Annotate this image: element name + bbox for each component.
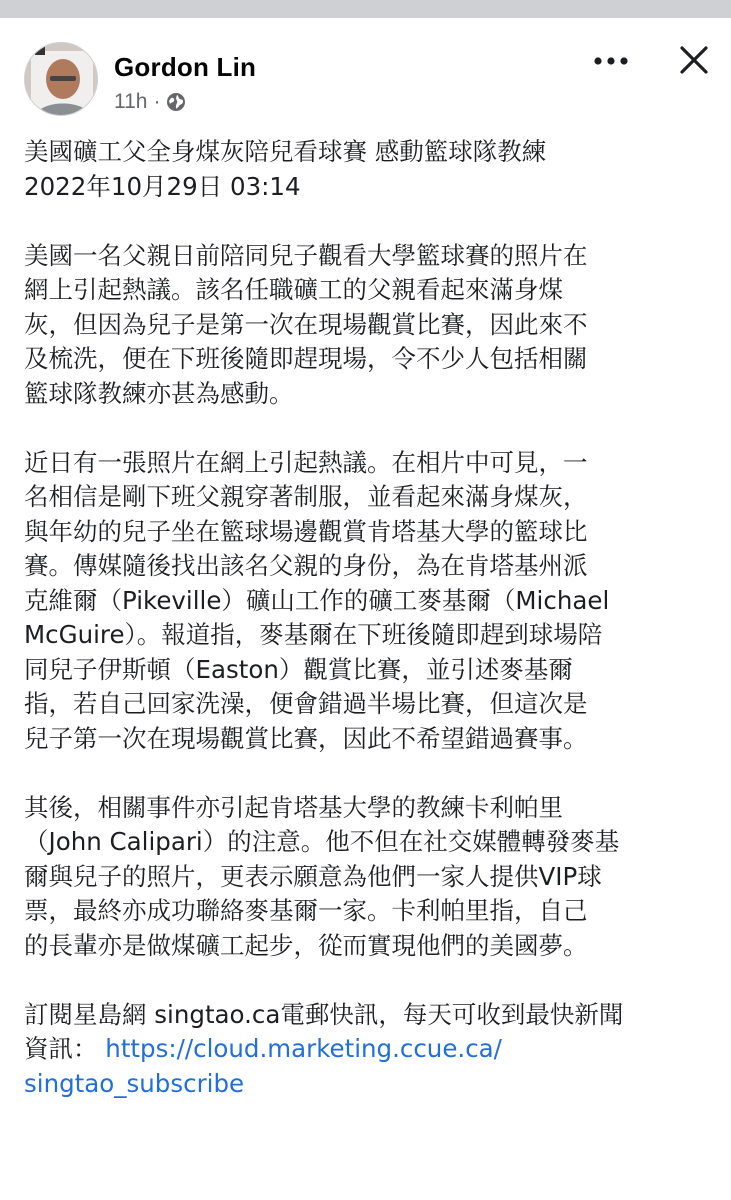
paragraph2-line: 賽。傳媒隨後找出該名父親的身份，為在肯塔基州派 [24,551,588,580]
paragraph2-line: 指，若自己回家洗澡，便會錯過半場比賽，但這次是 [24,689,588,718]
paragraph2-line: 與年幼的兒子坐在籃球場邊觀賞肯塔基大學的籃球比 [24,516,588,546]
avatar[interactable] [24,42,98,116]
author-name[interactable]: Gordon Lin [114,52,257,82]
paragraph2-line: McGuire）。報道指，麥基爾在下班後隨即趕到球場陪 [24,620,603,649]
post-datetime: 2022年10月29日 03:14 [24,171,301,201]
paragraph1-line: 灰，但因為兒子是第一次在現場觀賞比賽，因此來不 [24,309,588,339]
paragraph3-line: 票，最終亦成功聯絡麥基爾一家。卡利帕里指，自己 [24,896,588,925]
subscribe-link[interactable]: https://cloud.marketing.ccue.ca/ [105,1034,502,1063]
post-time[interactable]: 11h [114,90,148,113]
paragraph-gap [24,204,714,239]
paragraph2-line: 同兒子伊斯頓（Easton）觀賞比賽，並引述麥基爾 [24,654,573,684]
globe-icon [166,92,186,112]
paragraph-gap [24,411,714,446]
paragraph1-line: 及梳洗，便在下班後隨即趕現場，令不少人包括相關 [24,344,588,373]
paragraph-gap [24,963,714,998]
more-options-button[interactable] [586,46,636,76]
paragraph3-line: 的長輩亦是做煤礦工起步，從而實現他們的美國夢。 [24,930,588,960]
subscribe-link-line [24,1032,714,1067]
paragraph3-line: （John Calipari）的注意。他不但在社交媒體轉發麥基 [24,827,620,856]
subscribe-line: 訂閱星島網 singtao.ca電郵快訊，每天可收到最快新聞 [24,999,624,1029]
paragraph2-line: 名相信是剛下班父親穿著制服，並看起來滿身煤灰， [24,482,588,511]
subscribe-link-line [24,1067,714,1102]
paragraph2-line: 兒子第一次在現場觀賞比賽，因此不希望錯過賽事。 [24,723,588,753]
paragraph-gap [24,756,714,791]
paragraph3-line: 爾與兒子的照片，更表示願意為他們一家人提供VIP球 [24,861,602,891]
paragraph1-line: 籃球隊教練亦甚為感動。 [24,378,294,408]
close-button[interactable] [676,42,712,78]
more-icon [586,46,636,76]
top-drag-strip [0,0,731,18]
subscribe-prefix: 資訊： [24,1034,98,1063]
close-icon [676,42,712,78]
paragraph1-line: 美國一名父親日前陪同兒子觀看大學籃球賽的照片在 [24,240,588,270]
paragraph3-line: 其後，相關事件亦引起肯塔基大學的教練卡利帕里 [24,792,563,822]
separator-dot: · [153,90,161,113]
paragraph1-line: 網上引起熱議。該名任職礦工的父親看起來滿身煤 [24,275,563,304]
paragraph2-line: 克維爾（Pikeville）礦山工作的礦工麥基爾（Michael [24,585,610,615]
avatar-image [25,43,98,116]
subscribe-link-continued[interactable]: singtao_subscribe [24,1068,245,1098]
paragraph2-line: 近日有一張照片在網上引起熱議。在相片中可見，一 [24,447,588,477]
post-text [24,135,714,1101]
post-meta [114,90,186,114]
headline: 美國礦工父全身煤灰陪兒看球賽 感動籃球隊教練 [24,137,547,166]
post-sheet [0,18,731,1200]
